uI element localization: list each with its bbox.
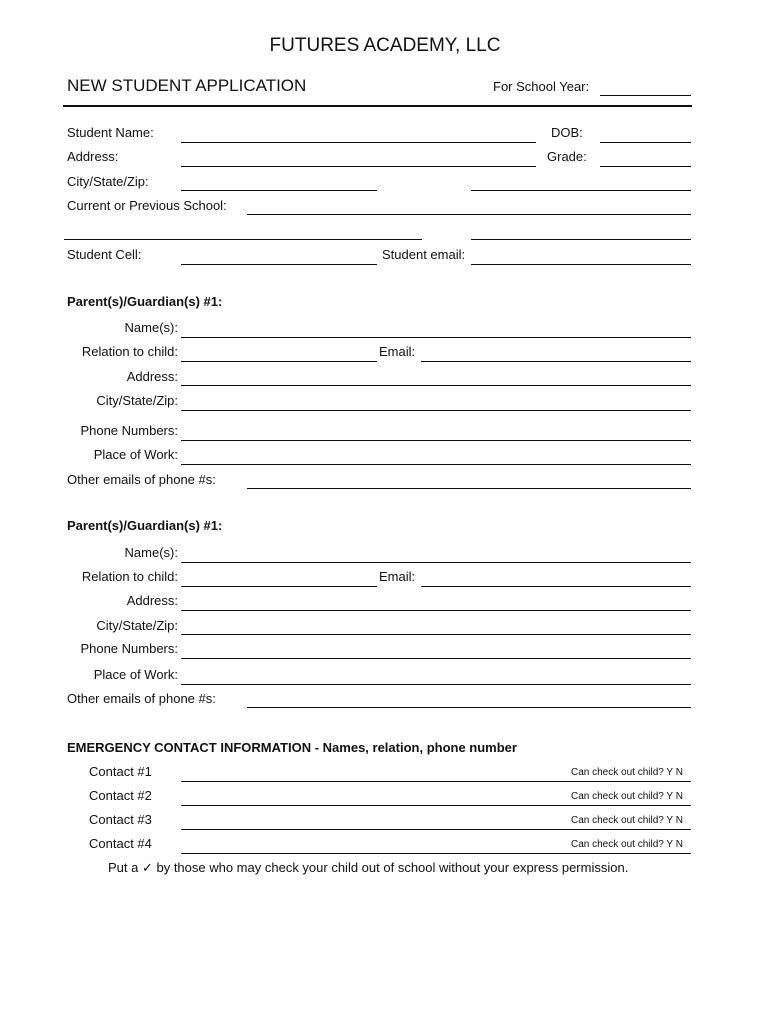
guardian-2-relation-field[interactable]	[181, 586, 377, 587]
school-year-field[interactable]	[600, 95, 691, 96]
contact-2-label: Contact #2	[89, 788, 152, 803]
contact-1-field[interactable]	[181, 781, 691, 782]
guardian-2-heading: Parent(s)/Guardian(s) #1:	[67, 518, 223, 533]
guardian-2-address-field[interactable]	[181, 610, 691, 611]
guardian-2-other-field[interactable]	[247, 707, 691, 708]
org-title: FUTURES ACADEMY, LLC	[269, 35, 501, 56]
guardian-1-relation-label: Relation to child:	[81, 344, 178, 359]
guardian-2-city-field[interactable]	[181, 634, 691, 635]
guardian-2-relation-label: Relation to child:	[81, 569, 178, 584]
student-name-field[interactable]	[181, 142, 536, 143]
city-state-zip-label: City/State/Zip:	[67, 174, 149, 189]
guardian-2-city-label: City/State/Zip:	[96, 618, 178, 633]
address-field[interactable]	[181, 166, 536, 167]
guardian-1-other-label: Other emails of phone #s:	[67, 472, 216, 487]
guardian-2-names-field[interactable]	[181, 562, 691, 563]
guardian-1-email-label: Email:	[379, 344, 416, 359]
guardian-1-heading: Parent(s)/Guardian(s) #1:	[67, 294, 223, 309]
student-email-field[interactable]	[471, 264, 691, 265]
extra-field-1[interactable]	[471, 190, 691, 191]
guardian-1-city-label: City/State/Zip:	[96, 393, 178, 408]
dob-field[interactable]	[600, 142, 691, 143]
contact-2-field[interactable]	[181, 805, 691, 806]
student-email-label: Student email:	[382, 247, 466, 262]
guardian-2-phone-label: Phone Numbers:	[80, 641, 178, 656]
guardian-1-other-field[interactable]	[247, 488, 691, 489]
contact-4-label: Contact #4	[89, 836, 152, 851]
guardian-1-work-field[interactable]	[181, 464, 691, 465]
school-year-label: For School Year:	[493, 79, 590, 94]
contact-1-checkout[interactable]: Can check out child? Y N	[571, 767, 683, 778]
form-title: NEW STUDENT APPLICATION	[67, 76, 307, 95]
grade-label: Grade:	[547, 149, 587, 164]
guardian-2-phone-field[interactable]	[181, 658, 691, 659]
contact-3-label: Contact #3	[89, 812, 152, 827]
dob-label: DOB:	[551, 125, 583, 140]
contact-3-checkout[interactable]: Can check out child? Y N	[571, 815, 683, 826]
contact-1-label: Contact #1	[89, 764, 152, 779]
guardian-1-names-label: Name(s):	[124, 320, 178, 335]
guardian-1-relation-field[interactable]	[181, 361, 377, 362]
school-label: Current or Previous School:	[67, 198, 227, 213]
city-state-zip-field[interactable]	[181, 190, 377, 191]
guardian-1-names-field[interactable]	[181, 337, 691, 338]
guardian-1-address-label: Address:	[126, 369, 178, 384]
guardian-1-phone-field[interactable]	[181, 440, 691, 441]
guardian-2-other-label: Other emails of phone #s:	[67, 691, 216, 706]
guardian-2-address-label: Address:	[126, 593, 178, 608]
extra-field-2[interactable]	[64, 239, 422, 240]
contact-4-checkout[interactable]: Can check out child? Y N	[571, 839, 683, 850]
guardian-2-email-label: Email:	[379, 569, 416, 584]
guardian-1-email-field[interactable]	[421, 361, 691, 362]
contact-2-checkout[interactable]: Can check out child? Y N	[571, 791, 683, 802]
permission-note: Put a ✓ by those who may check your child out of school without your express permission.	[108, 860, 629, 875]
emergency-heading: EMERGENCY CONTACT INFORMATION - Names, relation, phone number	[67, 740, 517, 755]
guardian-1-city-field[interactable]	[181, 410, 691, 411]
contact-3-field[interactable]	[181, 829, 691, 830]
guardian-1-address-field[interactable]	[181, 385, 691, 386]
guardian-1-work-label: Place of Work:	[93, 447, 178, 462]
contact-4-field[interactable]	[181, 853, 691, 854]
extra-field-3[interactable]	[471, 239, 691, 240]
header-divider	[63, 105, 692, 107]
student-name-label: Student Name:	[67, 125, 154, 140]
student-cell-field[interactable]	[181, 264, 377, 265]
guardian-2-email-field[interactable]	[421, 586, 691, 587]
grade-field[interactable]	[600, 166, 691, 167]
guardian-2-work-label: Place of Work:	[93, 667, 178, 682]
address-label: Address:	[67, 149, 119, 164]
guardian-2-work-field[interactable]	[181, 684, 691, 685]
student-cell-label: Student Cell:	[67, 247, 142, 262]
guardian-2-names-label: Name(s):	[124, 545, 178, 560]
school-field[interactable]	[247, 214, 691, 215]
guardian-1-phone-label: Phone Numbers:	[80, 423, 178, 438]
